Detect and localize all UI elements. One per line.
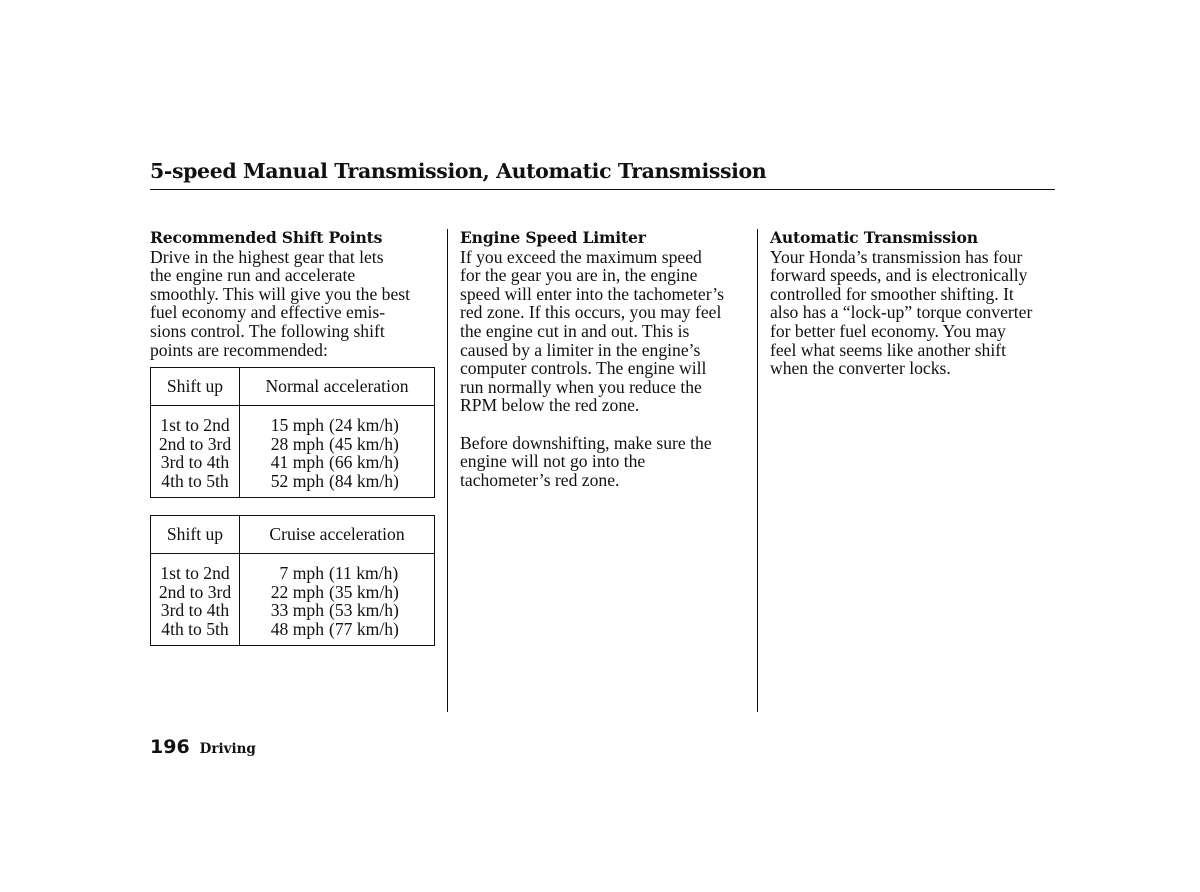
shift-gear: 2nd to 3rd [158,581,232,602]
title-rule [150,189,1055,190]
table-row [151,453,434,472]
shift-points-paragraph [150,248,435,360]
text-line: Before downshifting, make sure the [460,432,712,453]
header-shift-up: Shift up [166,376,224,396]
text-line: If you exceed the maximum speed [460,246,702,267]
speed-kmh: (77 km/h) [329,618,399,639]
section-heading-automatic-transmission: Automatic Transmission [770,228,978,247]
cruise-acceleration-table [150,515,435,646]
table-header [151,516,434,554]
automatic-paragraph [770,248,1062,378]
table-row [151,601,434,620]
text-line: sions control. The following shift [150,320,385,341]
text-line: feel what seems like another shift [770,339,1006,360]
text-line: controlled for smoother shifting. It [770,283,1014,304]
speed-kmh: (84 km/h) [329,470,399,491]
column-shift-points [150,229,435,359]
text-line: for better fuel economy. You may [770,320,1006,341]
speed-kmh: (53 km/h) [329,600,399,621]
text-line: RPM below the red zone. [460,395,640,416]
header-cruise-acceleration: Cruise acceleration [269,524,405,544]
table-row [151,435,434,454]
header-normal-acceleration: Normal acceleration [265,376,409,396]
speed-kmh: (24 km/h) [329,415,399,435]
text-line: computer controls. The engine will [460,358,707,379]
text-line: tachometer’s red zone. [460,469,620,490]
speed-kmh: (66 km/h) [329,452,399,473]
page-title: 5-speed Manual Transmission, Automatic Transmission [150,159,767,183]
text-line: red zone. If this occurs, you may feel [460,302,722,323]
column-divider-line [757,229,758,712]
table-header [151,368,434,406]
column-engine-speed-limiter [460,229,752,489]
shift-gear: 4th to 5th [161,470,229,491]
table-body [151,554,434,638]
speed-mph: 48 mph [270,618,324,639]
limiter-paragraph [460,248,752,415]
table-row [151,583,434,602]
shift-gear: 1st to 2nd [160,415,230,435]
text-line: Drive in the highest gear that lets [150,246,384,267]
text-line: smoothly. This will give you the best [150,283,410,304]
text-line: run normally when you reduce the [460,376,702,397]
section-name: Driving [199,741,256,757]
normal-acceleration-table [150,367,435,498]
downshift-paragraph [460,434,752,490]
text-line: caused by a limiter in the engine’s [460,339,701,360]
header-shift-up: Shift up [166,524,224,544]
text-line: speed will enter into the tachometer’s [460,283,724,304]
speed-mph: 22 mph [270,581,324,602]
column-divider-line [447,229,448,712]
text-line: points are recommended: [150,339,328,360]
section-heading-engine-speed-limiter: Engine Speed Limiter [460,228,646,247]
shift-gear: 1st to 2nd [160,563,230,583]
text-line: Your Honda’s transmission has four [770,246,1023,267]
table-row [151,564,434,583]
speed-mph: 52 mph [270,470,324,491]
speed-mph: 7 mph [279,563,324,583]
table-row [151,416,434,435]
shift-gear: 3rd to 4th [160,452,230,473]
table-row [151,620,434,639]
table-row [151,472,434,491]
text-line: engine will not go into the [460,451,646,472]
text-line: forward speeds, and is electronically [770,265,1028,286]
speed-mph: 28 mph [270,433,324,454]
text-line: fuel economy and effective emis- [150,302,386,323]
speed-kmh: (35 km/h) [329,581,399,602]
shift-gear: 3rd to 4th [160,600,230,621]
text-line: for the gear you are in, the engine [460,265,698,286]
text-line: the engine cut in and out. This is [460,320,690,341]
speed-kmh: (11 km/h) [329,563,399,583]
page-number: 196 [150,736,190,758]
speed-kmh: (45 km/h) [329,433,399,454]
text-line: also has a “lock-up” torque converter [770,302,1033,323]
speed-mph: 33 mph [270,600,324,621]
speed-mph: 15 mph [270,415,324,435]
shift-gear: 2nd to 3rd [158,433,232,454]
shift-gear: 4th to 5th [161,618,229,639]
speed-mph: 41 mph [270,452,324,473]
page-footer [150,736,256,758]
section-heading-shift-points: Recommended Shift Points [150,228,383,247]
text-line: the engine run and accelerate [150,265,356,286]
table-body [151,406,434,490]
text-line: when the converter locks. [770,358,951,379]
column-automatic-transmission [770,229,1062,378]
